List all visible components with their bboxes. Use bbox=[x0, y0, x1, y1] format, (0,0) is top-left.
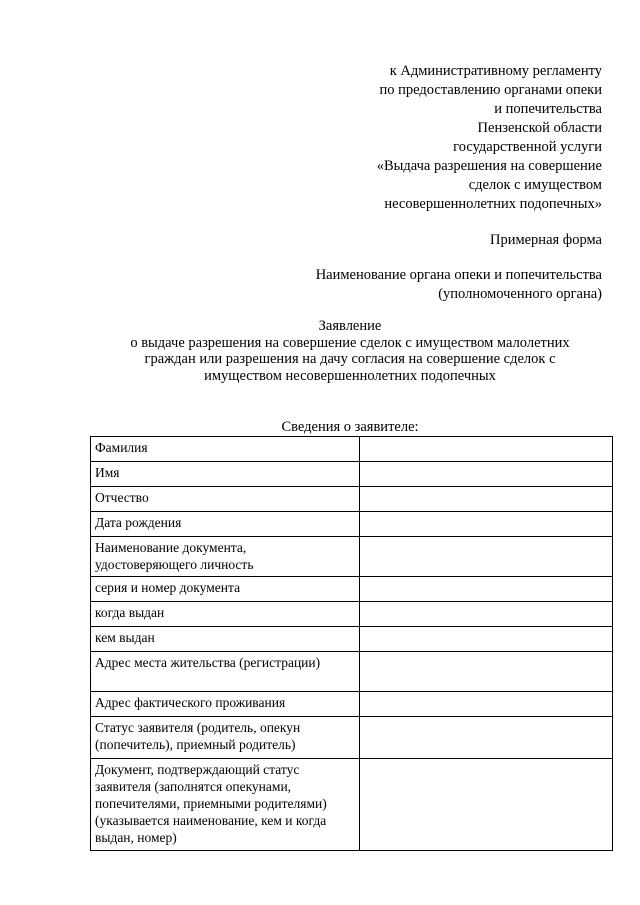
field-label-actual-address: Адрес фактического проживания bbox=[91, 692, 360, 717]
table-row bbox=[91, 759, 613, 851]
table-row bbox=[91, 487, 613, 512]
table-row bbox=[91, 437, 613, 462]
field-label-document-number: серия и номер документа bbox=[91, 577, 360, 602]
appendix-line: Пензенской области bbox=[477, 120, 602, 136]
appendix-line: сделок с имуществом bbox=[468, 177, 602, 193]
field-value-registration-address[interactable] bbox=[360, 652, 613, 692]
field-label-name: Имя bbox=[91, 462, 360, 487]
table-row bbox=[91, 627, 613, 652]
table-row bbox=[91, 577, 613, 602]
field-value-actual-address[interactable] bbox=[360, 692, 613, 717]
appendix-line: государственной услуги bbox=[453, 139, 602, 155]
table-row bbox=[91, 692, 613, 717]
field-label-patronymic: Отчество bbox=[91, 487, 360, 512]
appendix-reference bbox=[302, 62, 602, 214]
field-value-patronymic[interactable] bbox=[360, 487, 613, 512]
field-value-document-number[interactable] bbox=[360, 577, 613, 602]
field-value-birth-date[interactable] bbox=[360, 512, 613, 537]
table-row bbox=[91, 537, 613, 577]
field-value-id-document[interactable] bbox=[360, 537, 613, 577]
field-label-birth-date: Дата рождения bbox=[91, 512, 360, 537]
field-label-status-document: Документ, подтверждающий статус заявителя (заполнятся опекунами, попечителями, приемными родителями) (указывается наименование, кем и когда выдан, номер) bbox=[91, 759, 360, 851]
field-value-applicant-status[interactable] bbox=[360, 717, 613, 759]
authority-name-line: Наименование органа опеки и попечительства bbox=[315, 267, 602, 283]
field-label-issue-date: когда выдан bbox=[91, 602, 360, 627]
appendix-line: по предоставлению органами опеки bbox=[379, 82, 602, 98]
table-row bbox=[91, 462, 613, 487]
table-row bbox=[91, 602, 613, 627]
field-label-registration-address: Адрес места жительства (регистрации) bbox=[91, 652, 360, 692]
statement-heading bbox=[90, 318, 610, 384]
appendix-line: «Выдача разрешения на совершение bbox=[376, 158, 602, 174]
table-row bbox=[91, 512, 613, 537]
applicant-section-title: Сведения о заявителе: bbox=[281, 419, 419, 435]
table-row bbox=[91, 717, 613, 759]
field-value-status-document[interactable] bbox=[360, 759, 613, 851]
field-label-issued-by: кем выдан bbox=[91, 627, 360, 652]
statement-subject-line: граждан или разрешения на дачу согласия на совершение сделок с bbox=[144, 351, 556, 367]
field-label-id-document: Наименование документа, удостоверяющего личность bbox=[91, 537, 360, 577]
appendix-line: к Административному регламенту bbox=[389, 63, 602, 79]
authority-name-block bbox=[316, 266, 602, 304]
field-label-applicant-status: Статус заявителя (родитель, опекун (попечитель), приемный родитель) bbox=[91, 717, 360, 759]
statement-subject-line: имуществом несовершеннолетних подопечных bbox=[204, 367, 496, 384]
field-value-issue-date[interactable] bbox=[360, 602, 613, 627]
field-value-name[interactable] bbox=[360, 462, 613, 487]
appendix-line: несовершеннолетних подопечных» bbox=[384, 196, 602, 212]
applicant-info-table bbox=[90, 436, 613, 851]
field-label-surname: Фамилия bbox=[91, 437, 360, 462]
field-value-issued-by[interactable] bbox=[360, 627, 613, 652]
authority-name-line: (уполномоченного органа) bbox=[438, 286, 602, 302]
statement-title: Заявление bbox=[318, 318, 382, 334]
field-value-surname[interactable] bbox=[360, 437, 613, 462]
sample-form-label: Примерная форма bbox=[489, 232, 602, 248]
statement-subject-line: о выдаче разрешения на совершение сделок с имуществом малолетних bbox=[130, 334, 570, 351]
appendix-line: и попечительства bbox=[494, 101, 602, 117]
table-row bbox=[91, 652, 613, 692]
